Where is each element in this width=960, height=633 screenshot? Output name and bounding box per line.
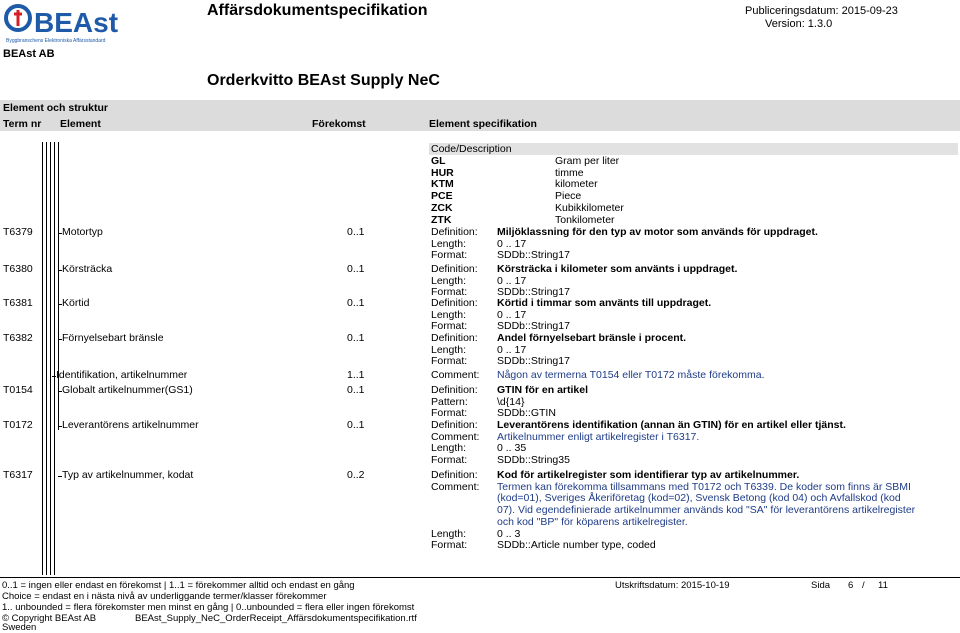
code-value: HUR [431,166,454,179]
page-separator: / [862,580,865,591]
spec-value: GTIN för en artikel [497,384,589,396]
spec-value: SDDb::String17 [497,249,570,262]
page-total: 11 [878,580,888,591]
spec-value: Körtid i timmar som använts till uppdraget. [497,297,712,309]
spec-value: SDDb::String35 [497,454,570,467]
occurrence: 0..1 [347,332,365,344]
spec-label: Format: [431,286,468,299]
spec-label: Definition: [431,226,478,238]
term-number: T6380 [3,263,33,275]
spec-value: Artikelnummer enligt artikelregister i T6317. [497,430,700,443]
print-date: Utskriftsdatum: 2015-10-19 [615,580,730,591]
section-heading: Element och struktur [3,102,109,114]
element-name: Körsträcka [62,263,113,275]
element-name: Leverantörens artikelnummer [62,419,199,431]
term-number: T6317 [3,469,33,481]
spec-value: 0 .. 3 [497,527,521,540]
spec-value: Miljöklassning för den typ av motor som används för uppdraget. [497,226,818,238]
column-term: Term nr [3,118,42,130]
logo-subtitle: Byggbranschens Elektroniska Affärsstandard [6,38,106,44]
occurrence: 0..1 [347,419,365,431]
occurrence: 0..1 [347,384,365,396]
spec-value: Andel förnyelsebart bränsle i procent. [497,332,687,344]
footer-divider [0,577,960,578]
element-name: Identifikation, artikelnummer [56,369,188,381]
company-name: BEAst AB [3,48,55,60]
spec-value: 0 .. 17 [497,274,527,287]
spec-value: 07). Vid egendefinierade artikelnummer används kod "SA" för leverantörens artikelregister [497,504,916,517]
spec-value: 0 .. 17 [497,308,527,321]
country: Sweden [2,622,37,633]
legend-occurrence: 0..1 = ingen eller endast en förekomst | 1..1 = förekommer alltid och endast en gång [2,580,355,591]
spec-label: Format: [431,249,468,262]
spec-value: Någon av termerna T0154 eller T0172 måste förekomma. [497,369,765,381]
spec-label: Definition: [431,297,478,309]
spec-label: Definition: [431,419,478,431]
term-number: T6381 [3,297,33,309]
page-number: 6 [848,580,854,591]
spec-label: Format: [431,407,468,420]
spec-value: SDDb::GTIN [497,407,556,420]
element-name: Typ av artikelnummer, kodat [62,469,194,481]
spec-label: Comment: [431,369,480,381]
spec-label: Comment: [431,430,480,443]
page-label: Sida [811,580,831,591]
element-name: Globalt artikelnummer(GS1) [62,384,193,396]
column-element: Element [60,118,101,130]
term-number: T6382 [3,332,33,344]
column-header-bar [0,100,960,131]
spec-value: SDDb::Article number type, coded [497,539,656,552]
code-description: timme [555,166,584,179]
occurrence: 1..1 [347,369,365,381]
spec-label: Format: [431,454,468,467]
beast-logo [4,2,139,44]
spec-value: SDDb::String17 [497,355,570,368]
code-value: ZCK [431,201,453,214]
spec-value: Kod för artikelregister som identifierar typ av artikelnummer. [497,469,800,481]
copyright: © Copyright BEAst AB [2,613,97,624]
version-label: Version: 1.3.0 [765,18,833,30]
spec-value: SDDb::String17 [497,320,570,333]
spec-label: Definition: [431,332,478,344]
code-value: PCE [431,190,453,203]
spec-label: Format: [431,320,468,333]
spec-label: Length: [431,343,467,356]
code-description-label: Code/Description [431,143,512,155]
code-description: kilometer [555,178,598,191]
spec-label: Length: [431,527,467,540]
spec-label: Length: [431,308,467,321]
spec-value: Leverantörens identifikation (annan än GTIN) för en artikel eller tjänst. [497,419,846,431]
legend-choice: Choice = endast en i nästa nivå av underliggande termer/klasser förekommer [2,591,327,602]
publication-date: Publiceringsdatum: 2015-09-23 [745,5,898,17]
code-value: ZTK [431,213,452,226]
spec-label: Definition: [431,469,478,481]
code-description: Tonkilometer [555,213,615,226]
spec-value: SDDb::String17 [497,286,570,299]
term-number: T0154 [3,384,33,396]
code-value: GL [431,155,446,167]
spec-label: Length: [431,237,467,250]
spec-label: Format: [431,355,468,368]
spec-value: 0 .. 35 [497,442,527,455]
term-number: T6379 [3,226,33,238]
element-name: Motortyp [62,226,103,238]
logo-text: BEAst [34,7,119,38]
spec-value: \d{14} [497,395,525,408]
spec-label: Length: [431,274,467,287]
code-value: KTM [431,178,454,191]
code-description: Kubikkilometer [555,201,624,214]
occurrence: 0..1 [347,226,365,238]
spec-label: Format: [431,539,468,552]
message-title: Orderkvitto BEAst Supply NeC [207,72,440,89]
spec-value: Termen kan förekomma tillsammans med T0172 och T6339. De koder som finns är SBMI [497,480,911,493]
spec-label: Definition: [431,263,478,275]
column-occurrence: Förekomst [312,118,366,130]
document-title: Affärsdokumentspecifikation [207,2,428,19]
code-description: Gram per liter [555,155,620,167]
file-name: BEAst_Supply_NeC_OrderReceipt_Affärsdokumentspecifikation.rtf [135,613,417,624]
spec-label: Pattern: [431,395,468,408]
column-spec: Element specifikation [429,118,537,130]
spec-label: Definition: [431,384,478,396]
occurrence: 0..1 [347,263,365,275]
element-name: Körtid [62,297,90,309]
spec-value: 0 .. 17 [497,237,527,250]
spec-label: Comment: [431,480,480,493]
spec-value: Körsträcka i kilometer som använts i uppdraget. [497,263,738,275]
spec-value: och kod "BP" för köparens artikelregister. [497,515,688,528]
spec-value: (kod=01), Sveriges Åkeriföretag (kod=02), Svensk Betong (kod 04) och Avfallskod (kod [497,492,901,505]
element-name: Förnyelsebart bränsle [62,332,164,344]
occurrence: 0..1 [347,297,365,309]
code-list-header [429,143,958,155]
spec-label: Length: [431,442,467,455]
code-description: Piece [555,190,582,203]
term-number: T0172 [3,419,33,431]
legend-unbounded: 1.. unbounded = flera förekomster men minst en gång | 0..unbounded = flera eller ingen förekomst [2,602,415,613]
spec-value: 0 .. 17 [497,343,527,356]
occurrence: 0..2 [347,469,365,481]
